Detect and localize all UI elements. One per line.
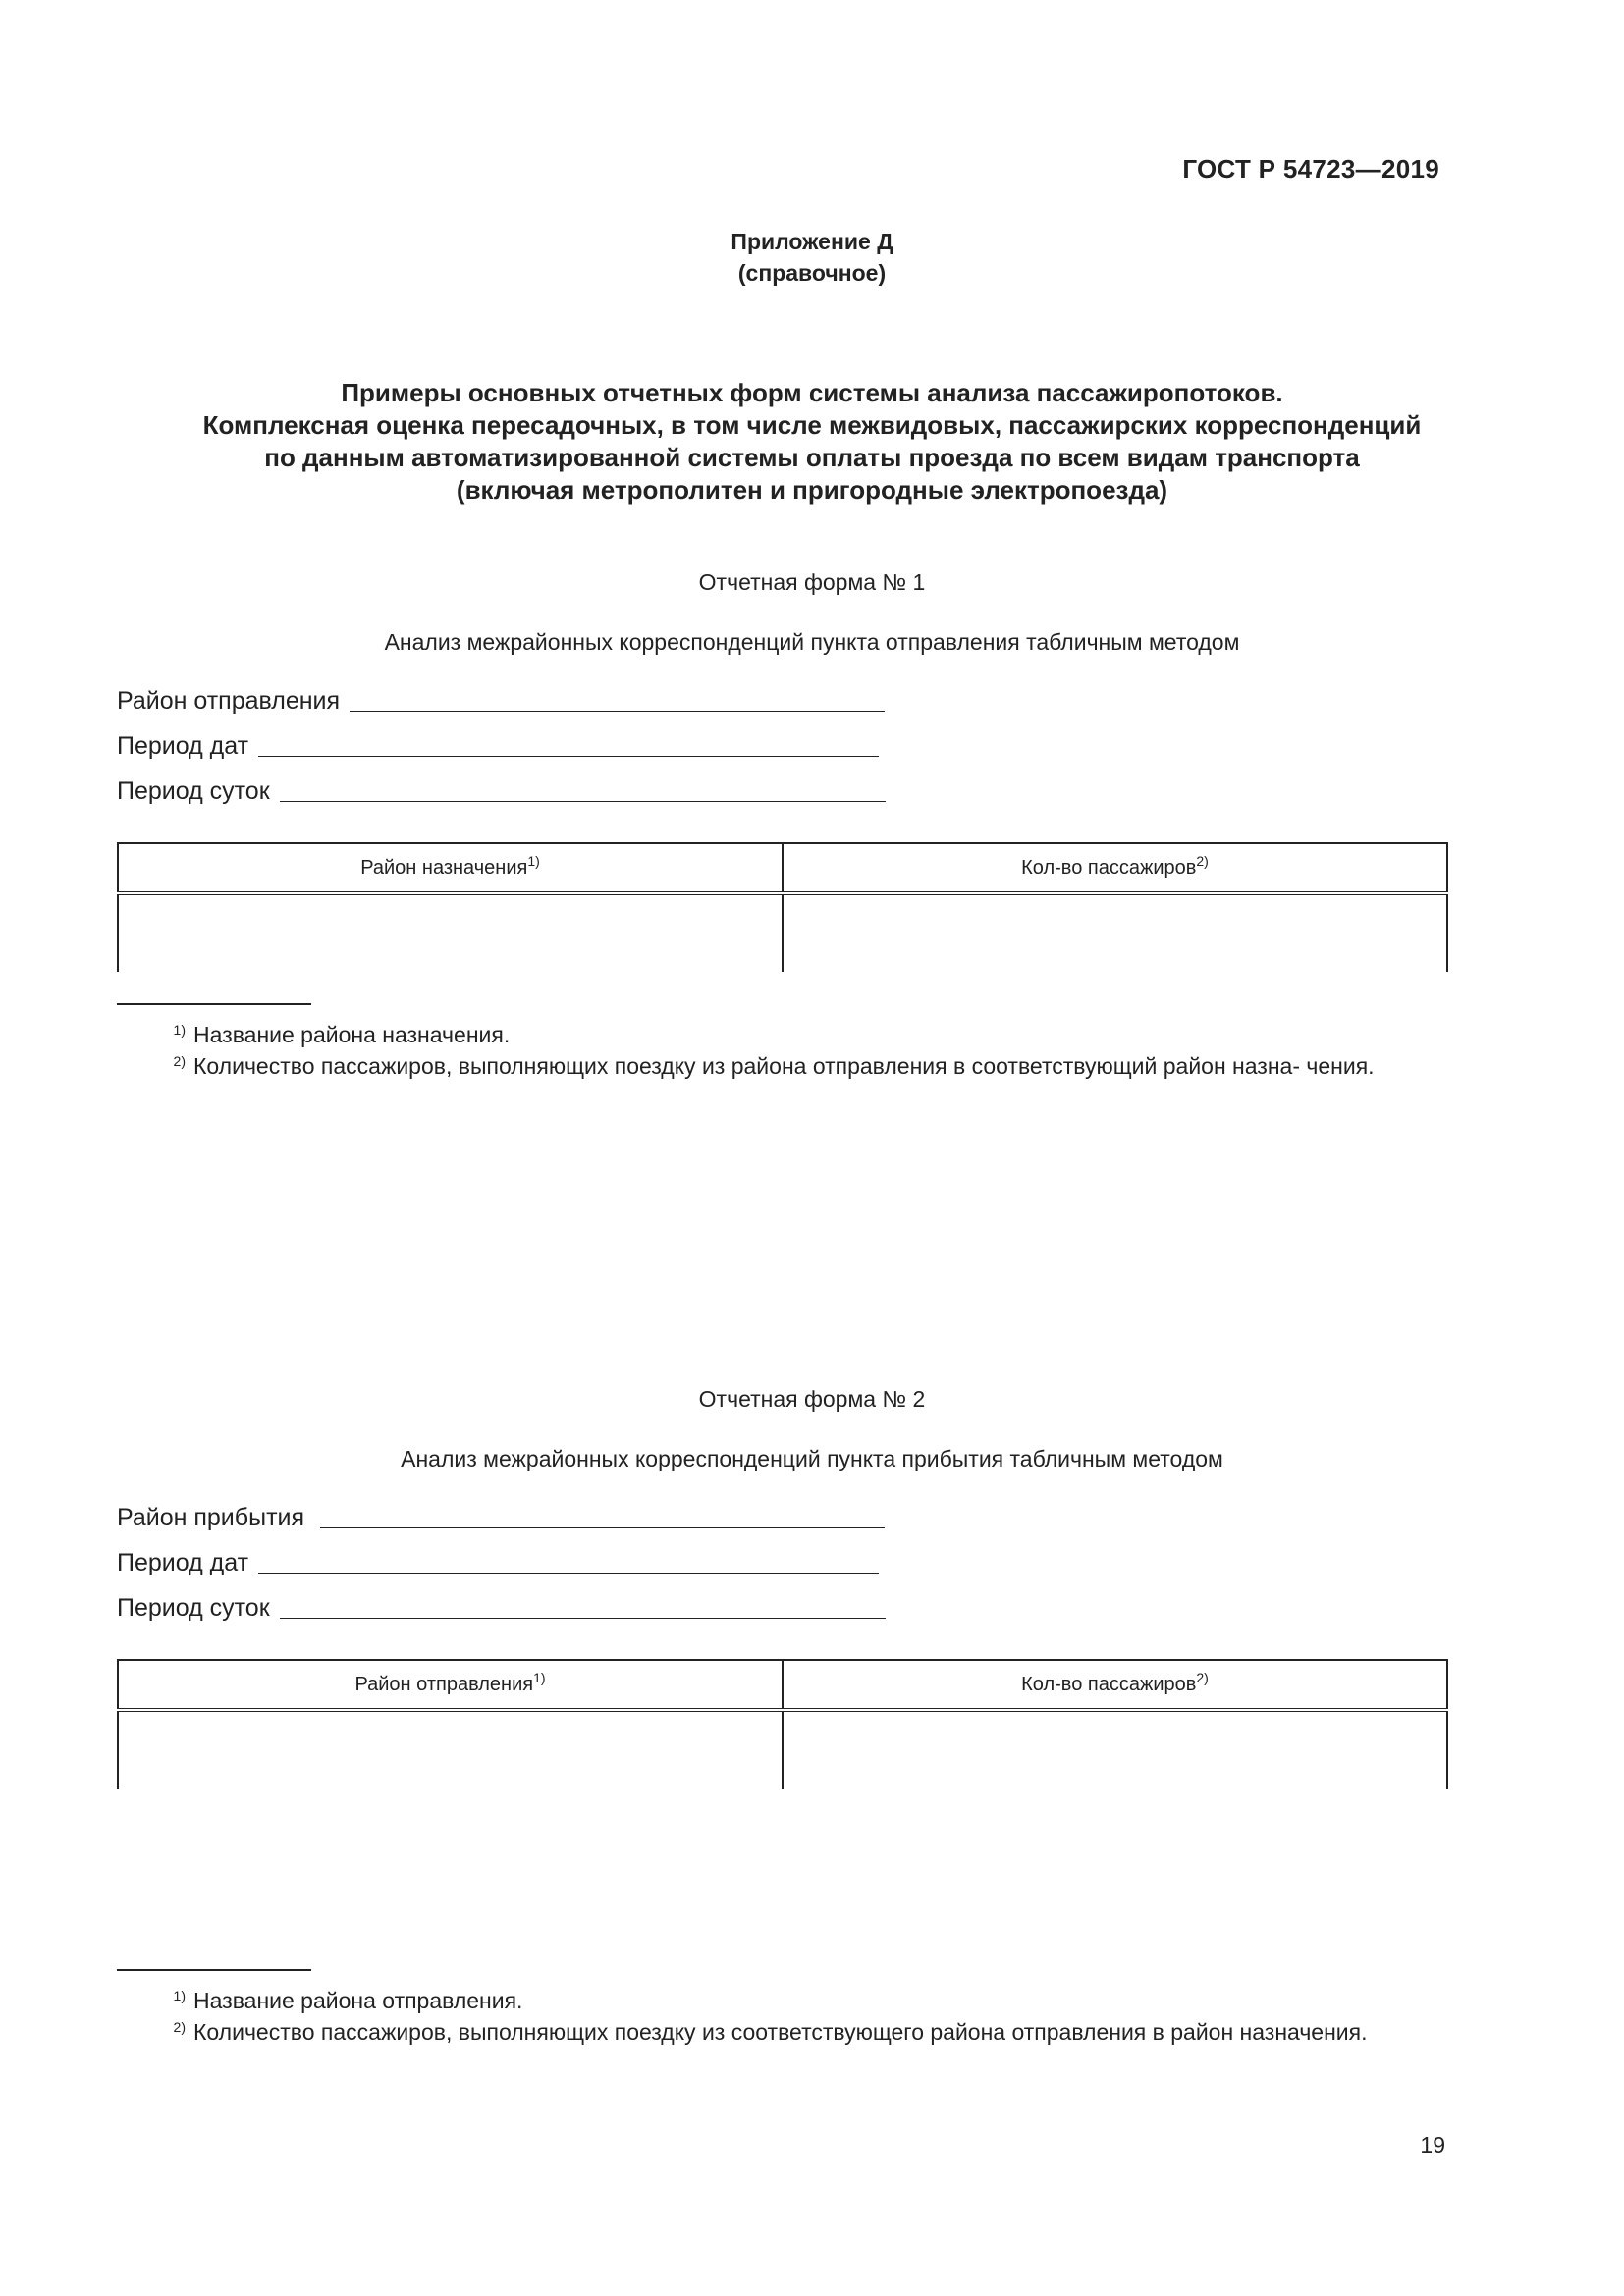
field-label: Период суток bbox=[117, 777, 270, 805]
form1-field-day-period bbox=[117, 777, 886, 806]
column-header-passenger-count: Кол-во пассажиров$^{2)}$ bbox=[783, 843, 1447, 893]
column-header-passenger-count: Кол-во пассажиров$^{2)}$ bbox=[783, 1660, 1447, 1710]
form1-description: Анализ межрайонных корреспонденций пункта отправления табличным методом bbox=[384, 629, 1240, 655]
footnote: $^{1)}$ Название района назначения. bbox=[173, 1022, 511, 1047]
footnote: $^{1)}$ Название района отправления. bbox=[173, 1988, 523, 2013]
main-title-line: по данным автоматизированной системы оплаты проезда по всем видам транспорта bbox=[264, 443, 1360, 472]
column-header-departure-district: Район отправления$^{1)}$ bbox=[118, 1660, 783, 1710]
fill-line[interactable] bbox=[258, 755, 879, 757]
fill-line[interactable] bbox=[280, 800, 886, 802]
page-number: 19 bbox=[1420, 2132, 1445, 2158]
fill-line[interactable] bbox=[320, 1526, 885, 1528]
form2-table bbox=[117, 1659, 1448, 1789]
form2-field-day-period bbox=[117, 1594, 886, 1623]
document-code: ГОСТ Р 54723—2019 bbox=[1182, 154, 1439, 184]
footnote-divider bbox=[117, 1969, 311, 1971]
table-cell[interactable] bbox=[118, 893, 783, 972]
table-row bbox=[118, 893, 1447, 972]
appendix-heading bbox=[0, 226, 1624, 289]
field-label: Период дат bbox=[117, 732, 249, 760]
form2-footnotes bbox=[117, 1985, 1448, 2048]
form2-field-date-period bbox=[117, 1549, 879, 1577]
main-title-line: Комплексная оценка пересадочных, в том числе межвидовых, пассажирских корреспонденций bbox=[202, 410, 1422, 440]
footnote-divider bbox=[117, 1003, 311, 1005]
table-cell[interactable] bbox=[118, 1710, 783, 1789]
field-label: Период суток bbox=[117, 1594, 270, 1622]
fill-line[interactable] bbox=[350, 710, 885, 712]
form2-field-arrival-district bbox=[117, 1504, 885, 1532]
table-row bbox=[118, 1710, 1447, 1789]
fill-line[interactable] bbox=[280, 1617, 886, 1619]
main-title bbox=[0, 377, 1624, 507]
form1-field-departure-district bbox=[117, 687, 885, 716]
form2-description: Анализ межрайонных корреспонденций пункта прибытия табличным методом bbox=[401, 1446, 1223, 1471]
appendix-subtitle: (справочное) bbox=[737, 260, 887, 286]
form1-name: Отчетная форма № 1 bbox=[698, 569, 926, 595]
field-label: Район прибытия bbox=[117, 1504, 305, 1531]
form2-name: Отчетная форма № 2 bbox=[698, 1386, 926, 1412]
footnote: $^{2)}$ Количество пассажиров, выполняющих поездку из соответствующего района отправления в район назначения. bbox=[173, 2019, 1368, 2045]
footnote: $^{2)}$ Количество пассажиров, выполняющих поездку из района отправления в соответствующий район назна- чения. bbox=[173, 1053, 1375, 1079]
column-header-destination-district: Район назначения$^{1)}$ bbox=[118, 843, 783, 893]
fill-line[interactable] bbox=[258, 1572, 879, 1574]
form1-field-date-period bbox=[117, 732, 879, 761]
field-label: Район отправления bbox=[117, 687, 341, 715]
table-cell[interactable] bbox=[783, 893, 1447, 972]
main-title-line: Примеры основных отчетных форм системы анализа пассажиропотоков. bbox=[341, 378, 1283, 407]
field-label: Период дат bbox=[117, 1549, 249, 1576]
form1-footnotes bbox=[117, 1019, 1448, 1082]
main-title-line: (включая метрополитен и пригородные электропоезда) bbox=[456, 475, 1168, 505]
table-cell[interactable] bbox=[783, 1710, 1447, 1789]
appendix-title: Приложение Д bbox=[731, 229, 893, 254]
form1-table bbox=[117, 842, 1448, 972]
